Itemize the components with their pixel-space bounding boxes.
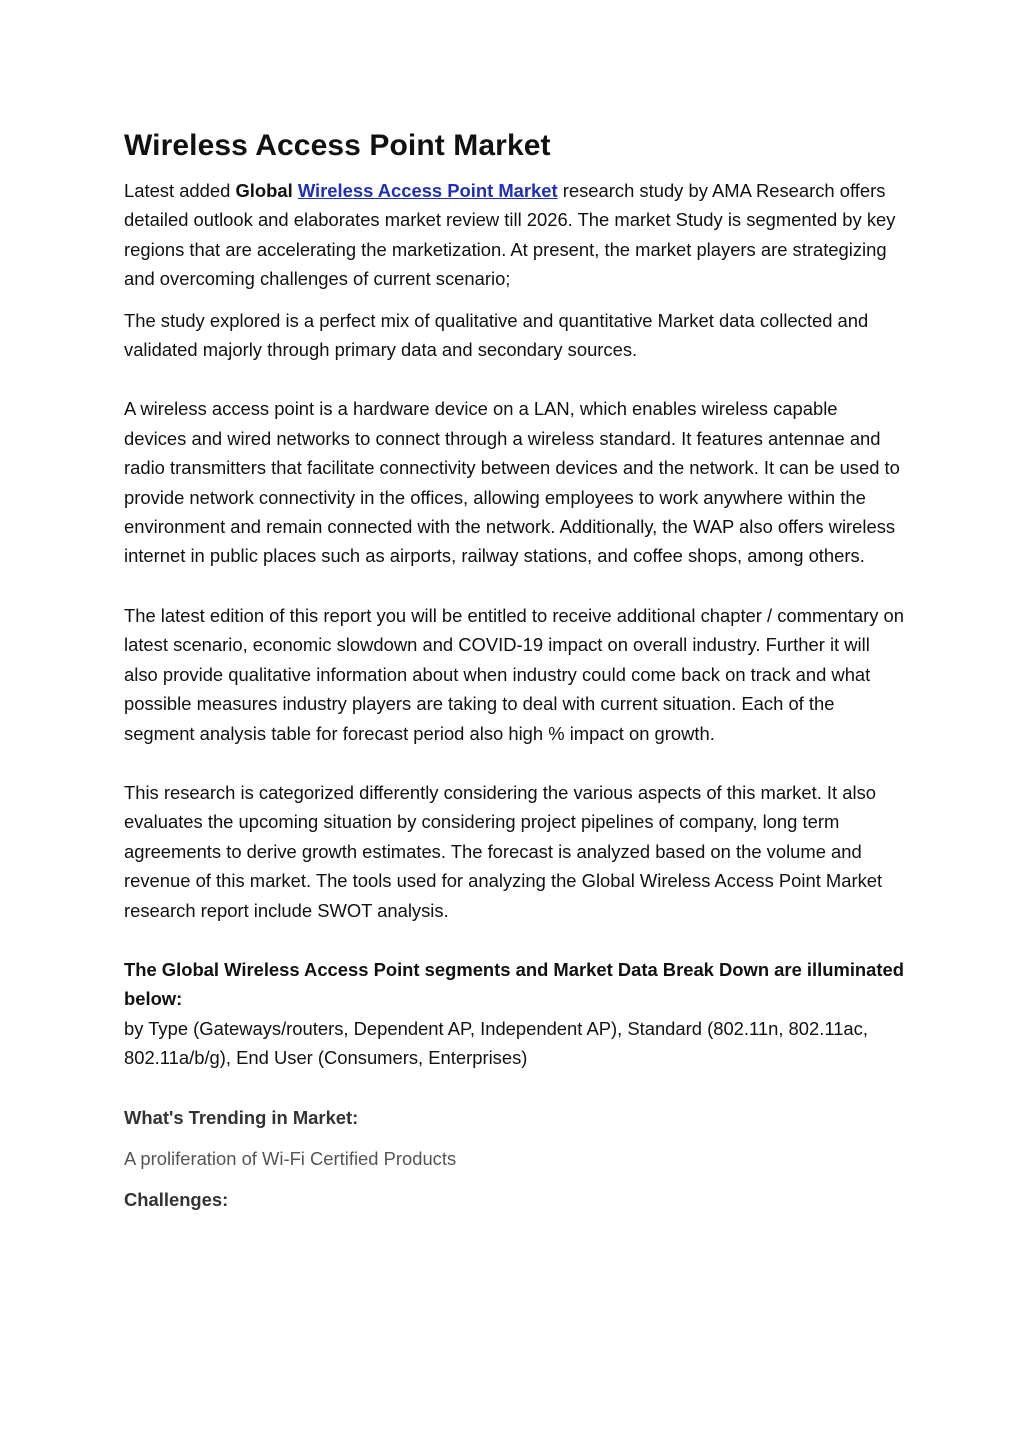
research-paragraph: This research is categorized differently considering the various aspects of this market. It also evaluates the upcoming situation by considering project pipelines of company, long term agreements to derive growth estimates. The forecast is analyzed based on the volume and revenue of this market. The tools used for analyzing the Global Wireless Access Point Market research report include SWOT analysis. <box>124 781 883 921</box>
trending-heading: What's Trending in Market: <box>124 1106 359 1128</box>
market-report-link[interactable]: Wireless Access Point Market <box>297 180 558 201</box>
study-paragraph: The study explored is a perfect mix of qualitative and quantitative Market data collected and validated majorly through primary data and secondary sources. <box>124 309 869 361</box>
trending-text: A proliferation of Wi-Fi Certified Products <box>124 1147 457 1169</box>
page-title: Wireless Access Point Market <box>124 129 551 162</box>
document-page <box>124 126 904 1215</box>
intro-suffix: research study by AMA Research offers detailed outlook and elaborates market review till 2026. The market Study is segmented by key regions that are accelerating the marketization. At present, the market players are strategizing and overcoming challenges of current scenario; <box>124 180 896 290</box>
challenges-heading: Challenges: <box>124 1189 229 1211</box>
edition-paragraph: The latest edition of this report you will be entitled to receive additional chapter / commentary on latest scenario, economic slowdown and COVID-19 impact on overall industry. Further it will also provide qualitative information about when industry could come back on track and what possible measures industry players are taking to deal with current situation. Each of the segment analysis table for forecast period also high % impact on growth. <box>124 604 904 744</box>
intro-bold-word: Global <box>235 180 293 201</box>
segments-text: by Type (Gateways/routers, Dependent AP, Independent AP), Standard (802.11n, 802.11ac, 802.11a/b/g), End User (Consumers, Enterprises) <box>124 1017 868 1069</box>
segments-heading: The Global Wireless Access Point segments and Market Data Break Down are illuminated below: <box>124 958 904 1010</box>
intro-paragraph <box>124 176 904 294</box>
intro-prefix: Latest added <box>124 180 236 201</box>
definition-paragraph: A wireless access point is a hardware device on a LAN, which enables wireless capable devices and wired networks to connect through a wireless standard. It features antennae and radio transmitters that facilitate connectivity between devices and the network. It can be used to provide network connectivity in the offices, allowing employees to work anywhere within the environment and remain connected with the network. Additionally, the WAP also offers wireless internet in public places such as airports, railway stations, and coffee shops, among others. <box>124 398 900 567</box>
